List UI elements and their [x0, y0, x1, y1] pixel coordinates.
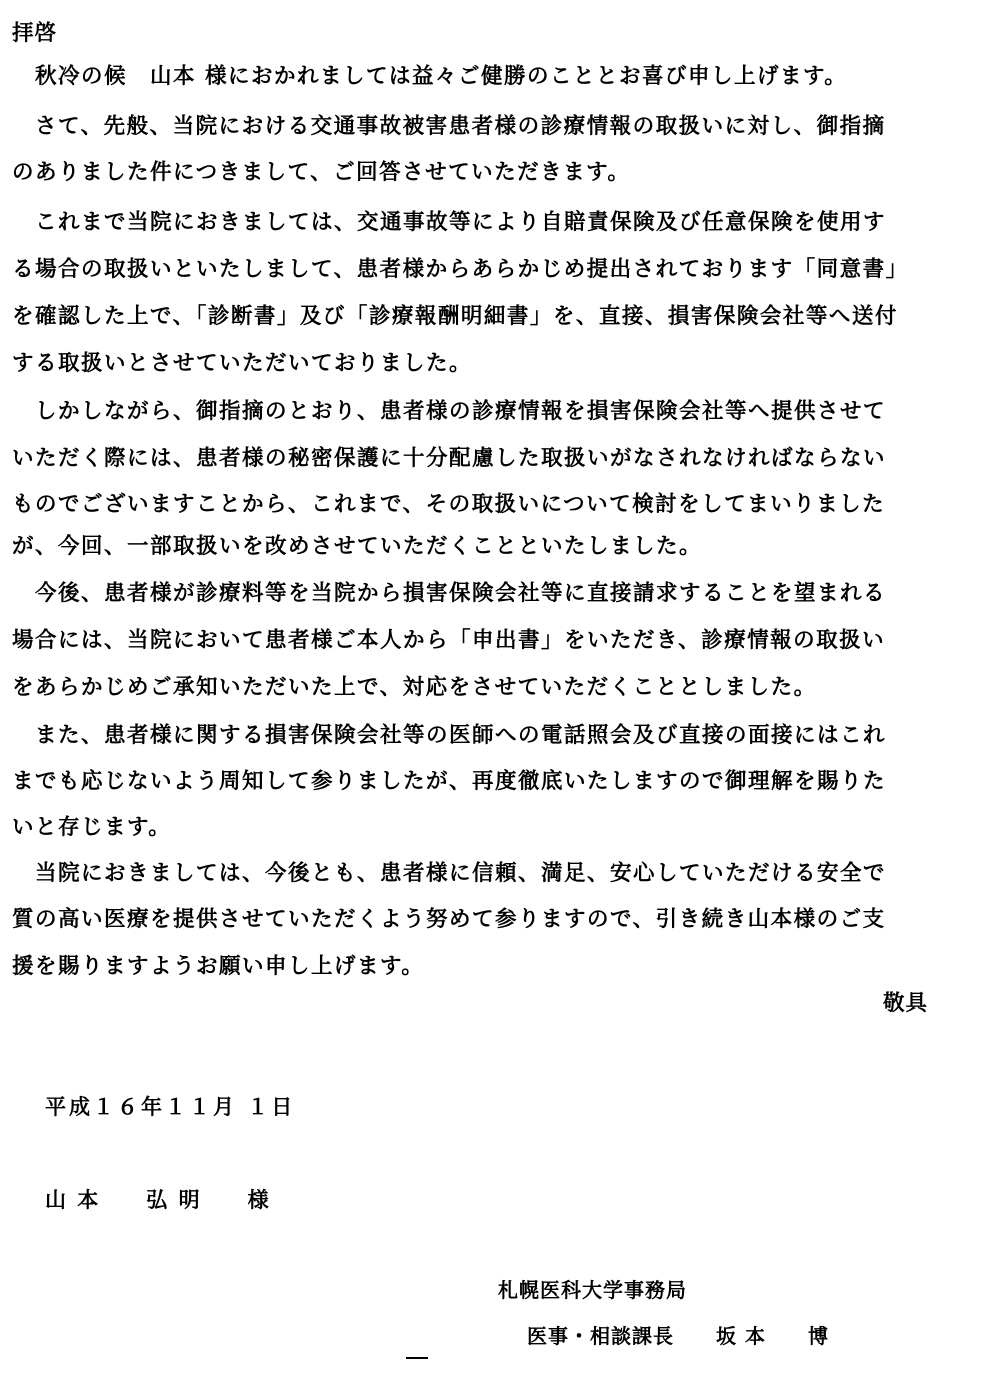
body-line: 今後、患者様が診療料等を当院から損害保険会社等に直接請求することを望まれる — [12, 581, 887, 606]
body-line: 当院におきましては、今後とも、患者様に信頼、満足、安心していただける安全で — [12, 861, 887, 886]
sender-organization: 札幌医科大学事務局 — [498, 1278, 687, 1302]
body-line: を確認した上で、「診断書」及び「診療報酬明細書」を、直接、損害保険会社等へ送付 — [12, 304, 898, 329]
body-line: また、患者様に関する損害保険会社等の医師への電話照会及び直接の面接にはこれ — [12, 723, 887, 748]
body-line: さて、先般、当院における交通事故被害患者様の診療情報の取扱いに対し、御指摘 — [12, 114, 886, 139]
body-line: をあらかじめご承知いただいた上で、対応をさせていただくこととしました。 — [12, 675, 817, 700]
body-line: これまで当院におきましては、交通事故等により自賠責保険及び任意保険を使用す — [12, 210, 887, 235]
body-line: が、今回、一部取扱いを改めさせていただくことといたしました。 — [12, 534, 703, 559]
closing-salutation: 敬具 — [883, 991, 929, 1016]
body-line: 援を賜りますようお願い申し上げます。 — [12, 954, 425, 979]
body-line: しかしながら、御指摘のとおり、患者様の診療情報を損害保険会社等へ提供させて — [12, 399, 887, 424]
body-line: までも応じないよう周知して参りましたが、再度徹底いたしますので御理解を賜りた — [12, 769, 887, 794]
body-line: する取扱いとさせていただいておりました。 — [12, 351, 473, 376]
body-line: る場合の取扱いといたしまして、患者様からあらかじめ提出されております「同意書」 — [12, 257, 909, 282]
letter-date: 平成１６年１１月 １日 — [45, 1095, 296, 1119]
body-line: のありました件につきまして、ご回答させていただきます。 — [12, 160, 631, 185]
body-line: 質の高い医療を提供させていただくよう努めて参りますので、引き続き山本様のご支 — [12, 907, 886, 932]
recipient-name: 山 本 弘 明 様 — [45, 1188, 271, 1212]
sender-signature: 医事・相談課長 坂 本 博 — [527, 1324, 829, 1348]
body-line: ものでございますことから、これまで、その取扱いについて検討をしてまいりました — [12, 492, 886, 517]
body-line: いただく際には、患者様の秘密保護に十分配慮した取扱いがなされなければならない — [12, 446, 887, 471]
opening-salutation: 拝啓 — [12, 21, 58, 46]
body-line: 秋冷の候 山本 様におかれましては益々ご健勝のこととお喜び申し上げます。 — [12, 64, 848, 89]
body-line: 場合には、当院において患者様ご本人から「申出書」をいただき、診療情報の取扱い — [12, 628, 886, 653]
scan-mark — [406, 1357, 428, 1359]
body-line: いと存じます。 — [12, 815, 172, 840]
